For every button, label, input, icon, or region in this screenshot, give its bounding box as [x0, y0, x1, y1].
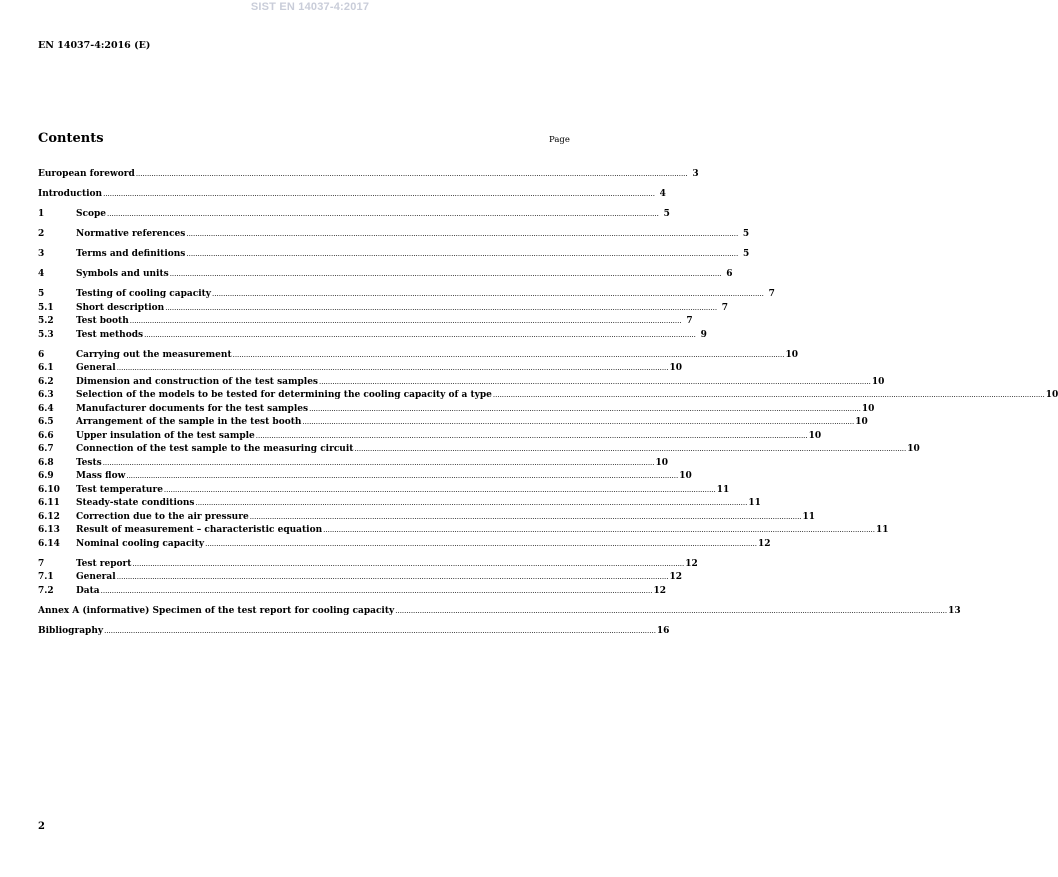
- toc-entry-title: Test report: [76, 558, 132, 569]
- toc-entry-page: 10: [669, 363, 683, 373]
- toc-leader-dots: [117, 362, 669, 376]
- toc-entry-page: 10: [855, 417, 868, 427]
- toc-entry[interactable]: [38, 302, 729, 316]
- toc-entry-title: Bibliography: [38, 625, 104, 636]
- toc-entry-number: 5.2: [38, 316, 54, 326]
- toc-entry[interactable]: [38, 430, 822, 444]
- toc-entry-number: 3: [38, 249, 45, 259]
- toc-entry-title: Nominal cooling capacity: [76, 538, 205, 549]
- page-column-label: Page: [549, 135, 570, 145]
- toc-entry-number: 6.8: [38, 457, 54, 468]
- toc-entry-title: Terms and definitions: [76, 249, 186, 259]
- toc-entry-number: 6.12: [38, 511, 60, 522]
- toc-entry-page: 3: [692, 169, 699, 179]
- toc-entry[interactable]: [38, 376, 885, 390]
- toc-entry-title: Scope: [76, 209, 107, 219]
- toc-entry-page: 12: [653, 585, 666, 596]
- toc-entry-number: 6: [38, 349, 45, 360]
- toc-leader-dots: [170, 268, 722, 282]
- toc-entry-page: 4: [659, 189, 666, 199]
- toc-entry[interactable]: [38, 511, 816, 525]
- toc-leader-dots: [130, 315, 682, 329]
- toc-entry[interactable]: [38, 268, 733, 282]
- toc-leader-dots: [323, 524, 875, 538]
- toc-entry-title: Data: [76, 585, 100, 596]
- toc-entry-page: 12: [669, 572, 683, 582]
- toc-leader-dots: [205, 538, 757, 552]
- toc-entry[interactable]: [38, 585, 666, 599]
- toc-leader-dots: [101, 585, 653, 599]
- toc-leader-dots: [186, 228, 738, 242]
- toc-leader-dots: [233, 349, 785, 363]
- toc-entry-number: 6.13: [38, 525, 60, 535]
- toc-leader-dots: [302, 416, 854, 430]
- toc-entry[interactable]: [38, 484, 730, 498]
- toc-entry-number: 2: [38, 229, 45, 239]
- toc-entry-page: 12: [685, 558, 698, 569]
- toc-entry-page: 7: [768, 289, 775, 299]
- toc-leader-dots: [136, 168, 688, 182]
- page-number: 2: [38, 821, 45, 832]
- toc-entry-title: Short description: [76, 302, 165, 313]
- toc-entry[interactable]: [38, 538, 771, 552]
- toc-leader-dots: [103, 188, 655, 202]
- toc-entry-number: 6.5: [38, 417, 54, 427]
- toc-entry-title: Test methods: [76, 329, 144, 340]
- toc-entry-page: 5: [663, 209, 670, 219]
- toc-entry-page: 9: [700, 329, 707, 340]
- toc-entry[interactable]: [38, 228, 750, 242]
- toc-entry-page: 13: [948, 605, 961, 616]
- toc-entry-title: Upper insulation of the test sample: [76, 430, 255, 441]
- toc-entry[interactable]: [38, 288, 775, 302]
- toc-entry-title: Normative references: [76, 229, 186, 239]
- toc-leader-dots: [144, 329, 696, 343]
- toc-entry-page: 11: [748, 498, 761, 508]
- toc-entry-page: 10: [1045, 390, 1058, 400]
- toc-entry-page: 10: [871, 376, 885, 387]
- toc-entry-title: Tests: [76, 457, 102, 468]
- toc-leader-dots: [104, 625, 656, 639]
- toc-leader-dots: [165, 302, 717, 316]
- toc-entry[interactable]: [38, 470, 692, 484]
- toc-leader-dots: [395, 605, 947, 619]
- toc-entry[interactable]: [38, 315, 693, 329]
- toc-entry[interactable]: [38, 208, 670, 222]
- toc-entry-page: 11: [716, 484, 730, 495]
- toc-entry-number: 6.14: [38, 538, 60, 549]
- toc-entry-title: Selection of the models to be tested for determining the cooling capacity of a type: [76, 390, 492, 400]
- toc-entry-title: European foreword: [38, 169, 135, 179]
- toc-leader-dots: [212, 288, 764, 302]
- toc-entry-page: 5: [742, 229, 750, 239]
- toc-leader-dots: [319, 376, 871, 390]
- toc-entry-number: 6.10: [38, 484, 60, 495]
- toc-entry[interactable]: [38, 457, 669, 471]
- table-of-contents: [38, 168, 1058, 638]
- toc-entry-page: 12: [757, 538, 771, 549]
- contents-heading: Contents: [38, 131, 104, 146]
- toc-leader-dots: [186, 248, 738, 262]
- document-id-header: EN 14037-4:2016 (E): [38, 40, 151, 51]
- toc-entry[interactable]: [38, 558, 698, 572]
- toc-entry-title: Annex A (informative) Specimen of the test report for cooling capacity: [38, 605, 395, 616]
- toc-entry[interactable]: [38, 416, 868, 430]
- toc-entry-title: Test booth: [76, 316, 129, 326]
- toc-entry-title: Connection of the test sample to the measuring circuit: [76, 444, 354, 454]
- toc-entry-number: 6.3: [38, 390, 54, 400]
- toc-leader-dots: [256, 430, 808, 444]
- toc-leader-dots: [117, 571, 669, 585]
- toc-leader-dots: [354, 443, 906, 457]
- toc-entry[interactable]: [38, 605, 961, 619]
- toc-entry[interactable]: [38, 362, 683, 376]
- toc-entry-page: 10: [655, 457, 669, 468]
- toc-entry[interactable]: [38, 389, 1058, 403]
- toc-entry-page: 6: [726, 269, 733, 279]
- toc-entry-title: Manufacturer documents for the test samples: [76, 403, 309, 414]
- toc-entry[interactable]: [38, 625, 670, 639]
- toc-entry-title: General: [76, 363, 116, 373]
- toc-entry-page: 11: [802, 511, 816, 522]
- toc-entry-number: 6.9: [38, 471, 54, 481]
- toc-entry[interactable]: [38, 248, 750, 262]
- toc-entry[interactable]: [38, 571, 683, 585]
- toc-entry-number: 1: [38, 209, 45, 219]
- toc-entry-page: 10: [679, 471, 692, 481]
- toc-entry-title: Test temperature: [76, 484, 163, 495]
- toc-entry-number: 7.2: [38, 585, 54, 596]
- toc-entry-title: Correction due to the air pressure: [76, 511, 249, 522]
- toc-entry-title: Testing of cooling capacity: [76, 289, 212, 299]
- toc-leader-dots: [103, 457, 655, 471]
- toc-entry-title: Mass flow: [76, 471, 126, 481]
- toc-leader-dots: [195, 497, 747, 511]
- toc-entry-title: Symbols and units: [76, 269, 169, 279]
- toc-entry[interactable]: [38, 168, 699, 182]
- toc-entry-number: 6.11: [38, 498, 60, 508]
- toc-leader-dots: [250, 511, 802, 525]
- toc-entry-number: 4: [38, 269, 45, 279]
- watermark-standard-id: SIST EN 14037-4:2017: [250, 1, 370, 13]
- toc-entry-title: Arrangement of the sample in the test booth: [76, 417, 302, 427]
- toc-entry[interactable]: [38, 524, 889, 538]
- toc-entry[interactable]: [38, 349, 798, 363]
- toc-leader-dots: [132, 558, 684, 572]
- toc-entry-page: 7: [686, 316, 693, 326]
- toc-entry[interactable]: [38, 403, 875, 417]
- toc-entry-number: 6.4: [38, 403, 54, 414]
- toc-entry-title: Dimension and construction of the test samples: [76, 376, 318, 387]
- toc-entry-page: 16: [656, 625, 670, 636]
- toc-entry-number: 5: [38, 289, 45, 299]
- toc-entry-page: 10: [785, 349, 798, 360]
- toc-entry-title: Steady-state conditions: [76, 498, 195, 508]
- toc-entry-number: 7.1: [38, 572, 54, 582]
- toc-entry-page: 10: [808, 430, 822, 441]
- toc-leader-dots: [126, 470, 678, 484]
- toc-entry-title: Carrying out the measurement: [76, 349, 232, 360]
- toc-entry-number: 6.1: [38, 363, 54, 373]
- toc-entry-number: 5.3: [38, 329, 54, 340]
- toc-entry[interactable]: [38, 188, 666, 202]
- toc-entry-page: 10: [907, 444, 920, 454]
- toc-leader-dots: [164, 484, 716, 498]
- toc-leader-dots: [107, 208, 659, 222]
- toc-entry-number: 6.2: [38, 376, 54, 387]
- toc-entry-page: 11: [875, 525, 889, 535]
- toc-entry-title: General: [76, 572, 116, 582]
- toc-entry[interactable]: [38, 329, 707, 343]
- toc-entry[interactable]: [38, 497, 761, 511]
- toc-entry-page: 5: [742, 249, 750, 259]
- toc-entry-page: 10: [861, 403, 875, 414]
- toc-entry-page: 7: [721, 302, 729, 313]
- toc-entry-number: 6.6: [38, 430, 54, 441]
- toc-entry-number: 7: [38, 558, 45, 569]
- toc-leader-dots: [493, 389, 1045, 403]
- toc-entry-title: Result of measurement – characteristic equation: [76, 525, 323, 535]
- toc-entry[interactable]: [38, 443, 920, 457]
- toc-entry-number: 5.1: [38, 302, 54, 313]
- toc-entry-title: Introduction: [38, 189, 103, 199]
- toc-entry-number: 6.7: [38, 444, 54, 454]
- toc-leader-dots: [309, 403, 861, 417]
